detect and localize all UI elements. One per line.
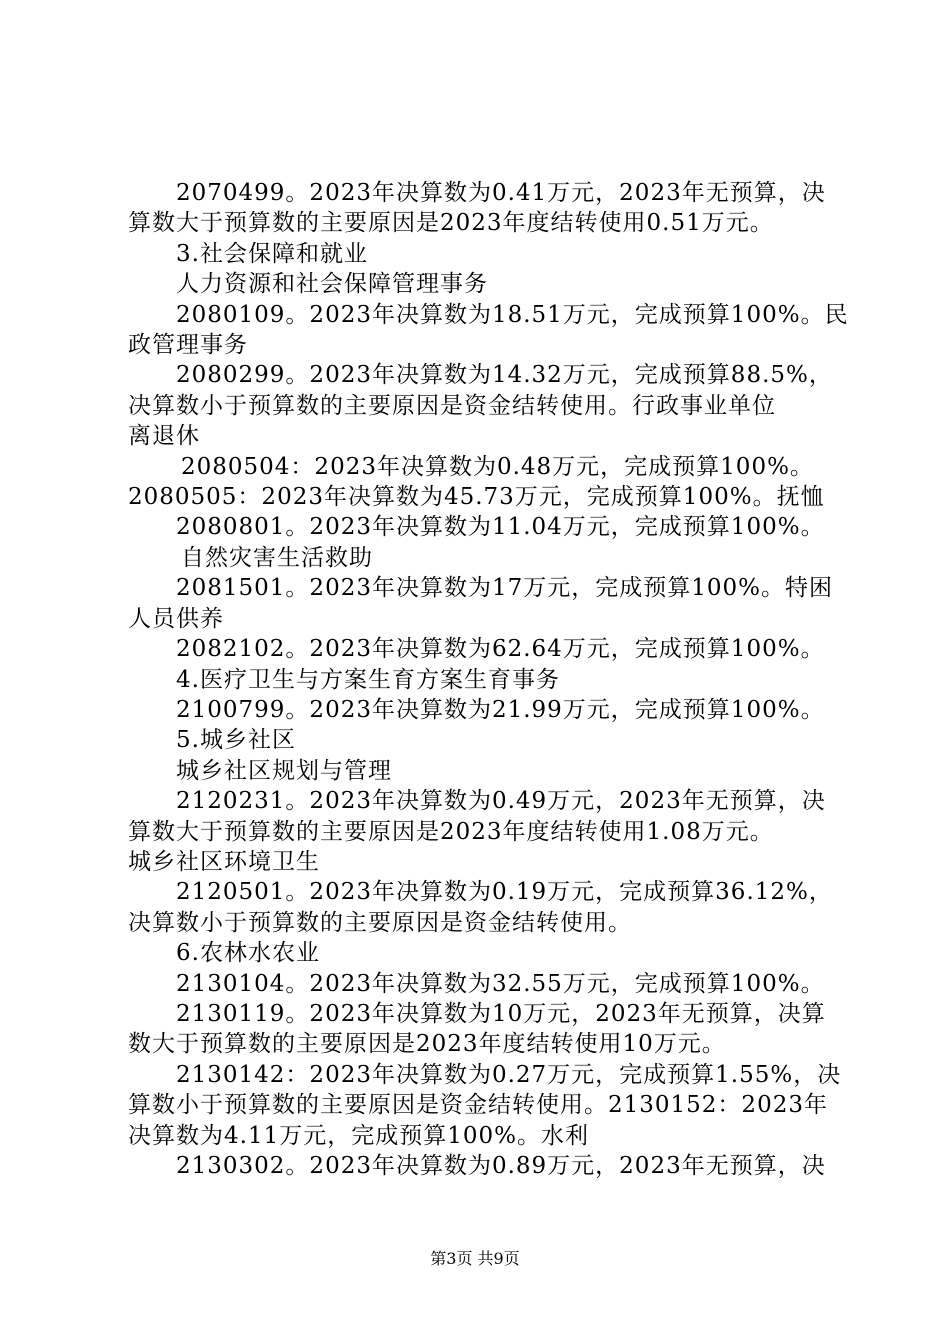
paragraph-line: 2130119。2023年决算数为10万元，2023年无预算，决算 xyxy=(176,1000,826,1027)
paragraph-line: 算数大于预算数的主要原因是2023年度结转使用1.08万元。 xyxy=(128,818,774,845)
paragraph-line: 城乡社区环境卫生 xyxy=(128,848,320,875)
paragraph-line: 2120231。2023年决算数为0.49万元，2023年无预算，决 xyxy=(176,788,826,815)
subsection-heading: 人力资源和社会保障管理事务 xyxy=(176,271,488,298)
paragraph-line: 2080801。2023年决算数为11.04万元，完成预算100%。 xyxy=(176,514,825,541)
paragraph-line: 2070499。2023年决算数为0.41万元，2023年无预算，决 xyxy=(176,180,826,206)
paragraph-line: 2100799。2023年决算数为21.99万元，完成预算100%。 xyxy=(176,696,825,723)
paragraph-line: 数大于预算数的主要原因是2023年度结转使用10万元。 xyxy=(128,1031,726,1058)
paragraph-line: 算数大于预算数的主要原因是2023年度结转使用0.51万元。 xyxy=(128,210,774,237)
paragraph-line: 2080505：2023年决算数为45.73万元，完成预算100%。抚恤 xyxy=(128,484,825,511)
paragraph-line: 政管理事务 xyxy=(128,332,248,359)
page-footer: 第3页 共9页 xyxy=(430,1249,520,1268)
paragraph-line: 算数小于预算数的主要原因是资金结转使用。2130152：2023年 xyxy=(128,1092,828,1119)
section-heading: 6.农林水农业 xyxy=(176,940,320,967)
section-heading: 5.城乡社区 xyxy=(176,727,296,754)
paragraph-line: 2080504：2023年决算数为0.48万元，完成预算100%。 xyxy=(181,453,814,480)
paragraph-line: 人员供养 xyxy=(128,605,224,632)
subsection-heading: 自然灾害生活救助 xyxy=(181,544,373,571)
paragraph-line: 决算数为4.11万元，完成预算100%。水利 xyxy=(128,1122,589,1149)
paragraph-line: 2120501。2023年决算数为0.19万元，完成预算36.12%， xyxy=(176,879,833,906)
subsection-heading: 城乡社区规划与管理 xyxy=(176,757,392,784)
paragraph-line: 2080299。2023年决算数为14.32万元，完成预算88.5%， xyxy=(176,362,833,389)
paragraph-line: 2130142：2023年决算数为0.27万元，完成预算1.55%，决 xyxy=(176,1061,842,1088)
paragraph-line: 2080109。2023年决算数为18.51万元，完成预算100%。民 xyxy=(176,301,849,328)
paragraph-line: 决算数小于预算数的主要原因是资金结转使用。行政事业单位 xyxy=(128,392,776,419)
paragraph-line: 2130302。2023年决算数为0.89万元，2023年无预算，决 xyxy=(176,1153,826,1179)
paragraph-line: 2130104。2023年决算数为32.55万元，完成预算100%。 xyxy=(176,970,825,997)
section-heading: 4.医疗卫生与方案生育方案生育事务 xyxy=(176,666,560,693)
paragraph-line: 离退休 xyxy=(128,423,200,450)
paragraph-line: 决算数小于预算数的主要原因是资金结转使用。 xyxy=(128,909,632,936)
paragraph-line: 2082102。2023年决算数为62.64万元，完成预算100%。 xyxy=(176,636,825,663)
body-text xyxy=(128,178,849,1181)
section-heading: 3.社会保障和就业 xyxy=(176,240,368,267)
paragraph-line: 2081501。2023年决算数为17万元，完成预算100%。特困 xyxy=(176,575,833,602)
